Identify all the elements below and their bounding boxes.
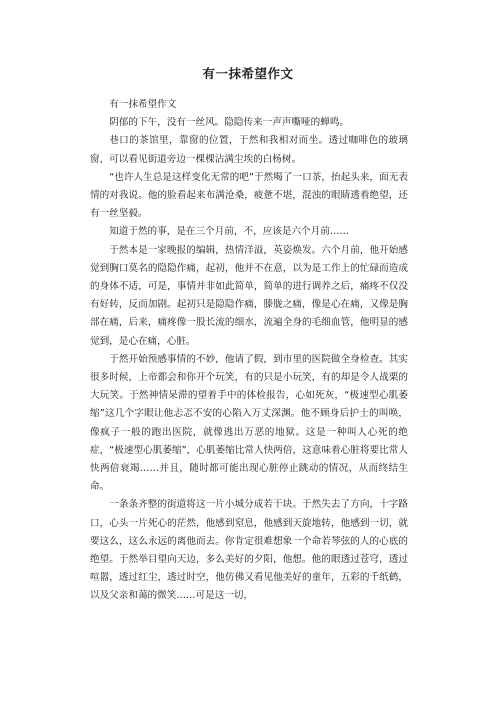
paragraph: 于然本是一家晚报的编辑，热情洋溢，英姿焕发。六个月前，他开始感觉到胸口莫名的隐隐作痛，起初，他并不在意，以为是工作上的忙碌而造成的身体不适，可是，事情并非如此简单，简单的进行调养之后，痛疼不仅没有好转，反而加剧。起初只是隐隐作痛，滕胧之痛，像是心在痛，又像是胸部在痛，后来，痛疼像一股长流的细水，流遍全身的毛细血管，他明显的感觉到，是心在痛，心脏。: [90, 244, 408, 347]
paragraph: 一条条齐整的街道将这一片小城分成若干块。于然失去了方向，十字路口，心头一片死心的茫然，他感到窒息，他感到天旋地转，他感到一切，就要这么，这么永远的离他而去。你肯定很难想象一个命若琴弦的人的心底的绝望。于然举目望向天边，多么美好的夕阳，他想。他的眼透过苍穹，透过喧嚣，透过红尘，透过时空，他仿佛又看见他美好的童年，五彩的千纸鹤，以及父亲和蔼的微笑……可是这一切，: [90, 499, 408, 602]
paragraph: “也许人生总是这样变化无常的吧”于然喝了一口茶，抬起头来，面无表情的对我说。他的脸看起来布满沧桑，疲惫不堪，混浊的眼睛透着绝望，还有一丝坚毅。: [90, 171, 408, 220]
document-title: 有一抹希望作文: [202, 66, 294, 81]
paragraph: 阴郁的下午，没有一丝风。隐隐传来一声声嘶哑的蝉鸣。: [109, 117, 350, 129]
paragraph: 巷口的茶馆里，靠窗的位置，于然和我相对而坐。透过咖啡色的玻璃窗，可以看见街道旁边一棵棵沾满尘埃的白杨树。: [90, 135, 408, 165]
paragraph-subtitle: 有一抹希望作文: [109, 99, 177, 110]
paragraph: 知道于然的事，是在三个月前，不，应该是六个月前……: [109, 226, 350, 238]
document-body: [90, 96, 408, 606]
paragraph: 于然开始预感事情的不妙，他请了假，到市里的医院做全身检查。其实很多时候，上帝都会和你开个玩笑，有的只是小玩笑，有的却是令人战栗的大玩笑。于然神情呆滞的望着手中的体检报告，心如死灰，“极速型心肌萎缩”这几个字眼让他忐忑不安的心陷入万丈深渊。他不顾身后护士的叫唤，像疯子一般的跑出医院，就像逃出万恶的地狱。这是一种叫人心死的绝症，“极速型心肌萎缩”，心肌萎缩比常人快两倍，这意味着心脏将要比常人快两倍衰竭……并且，随时都可能出现心脏停止跳动的情况，从而终结生命。: [90, 353, 408, 493]
